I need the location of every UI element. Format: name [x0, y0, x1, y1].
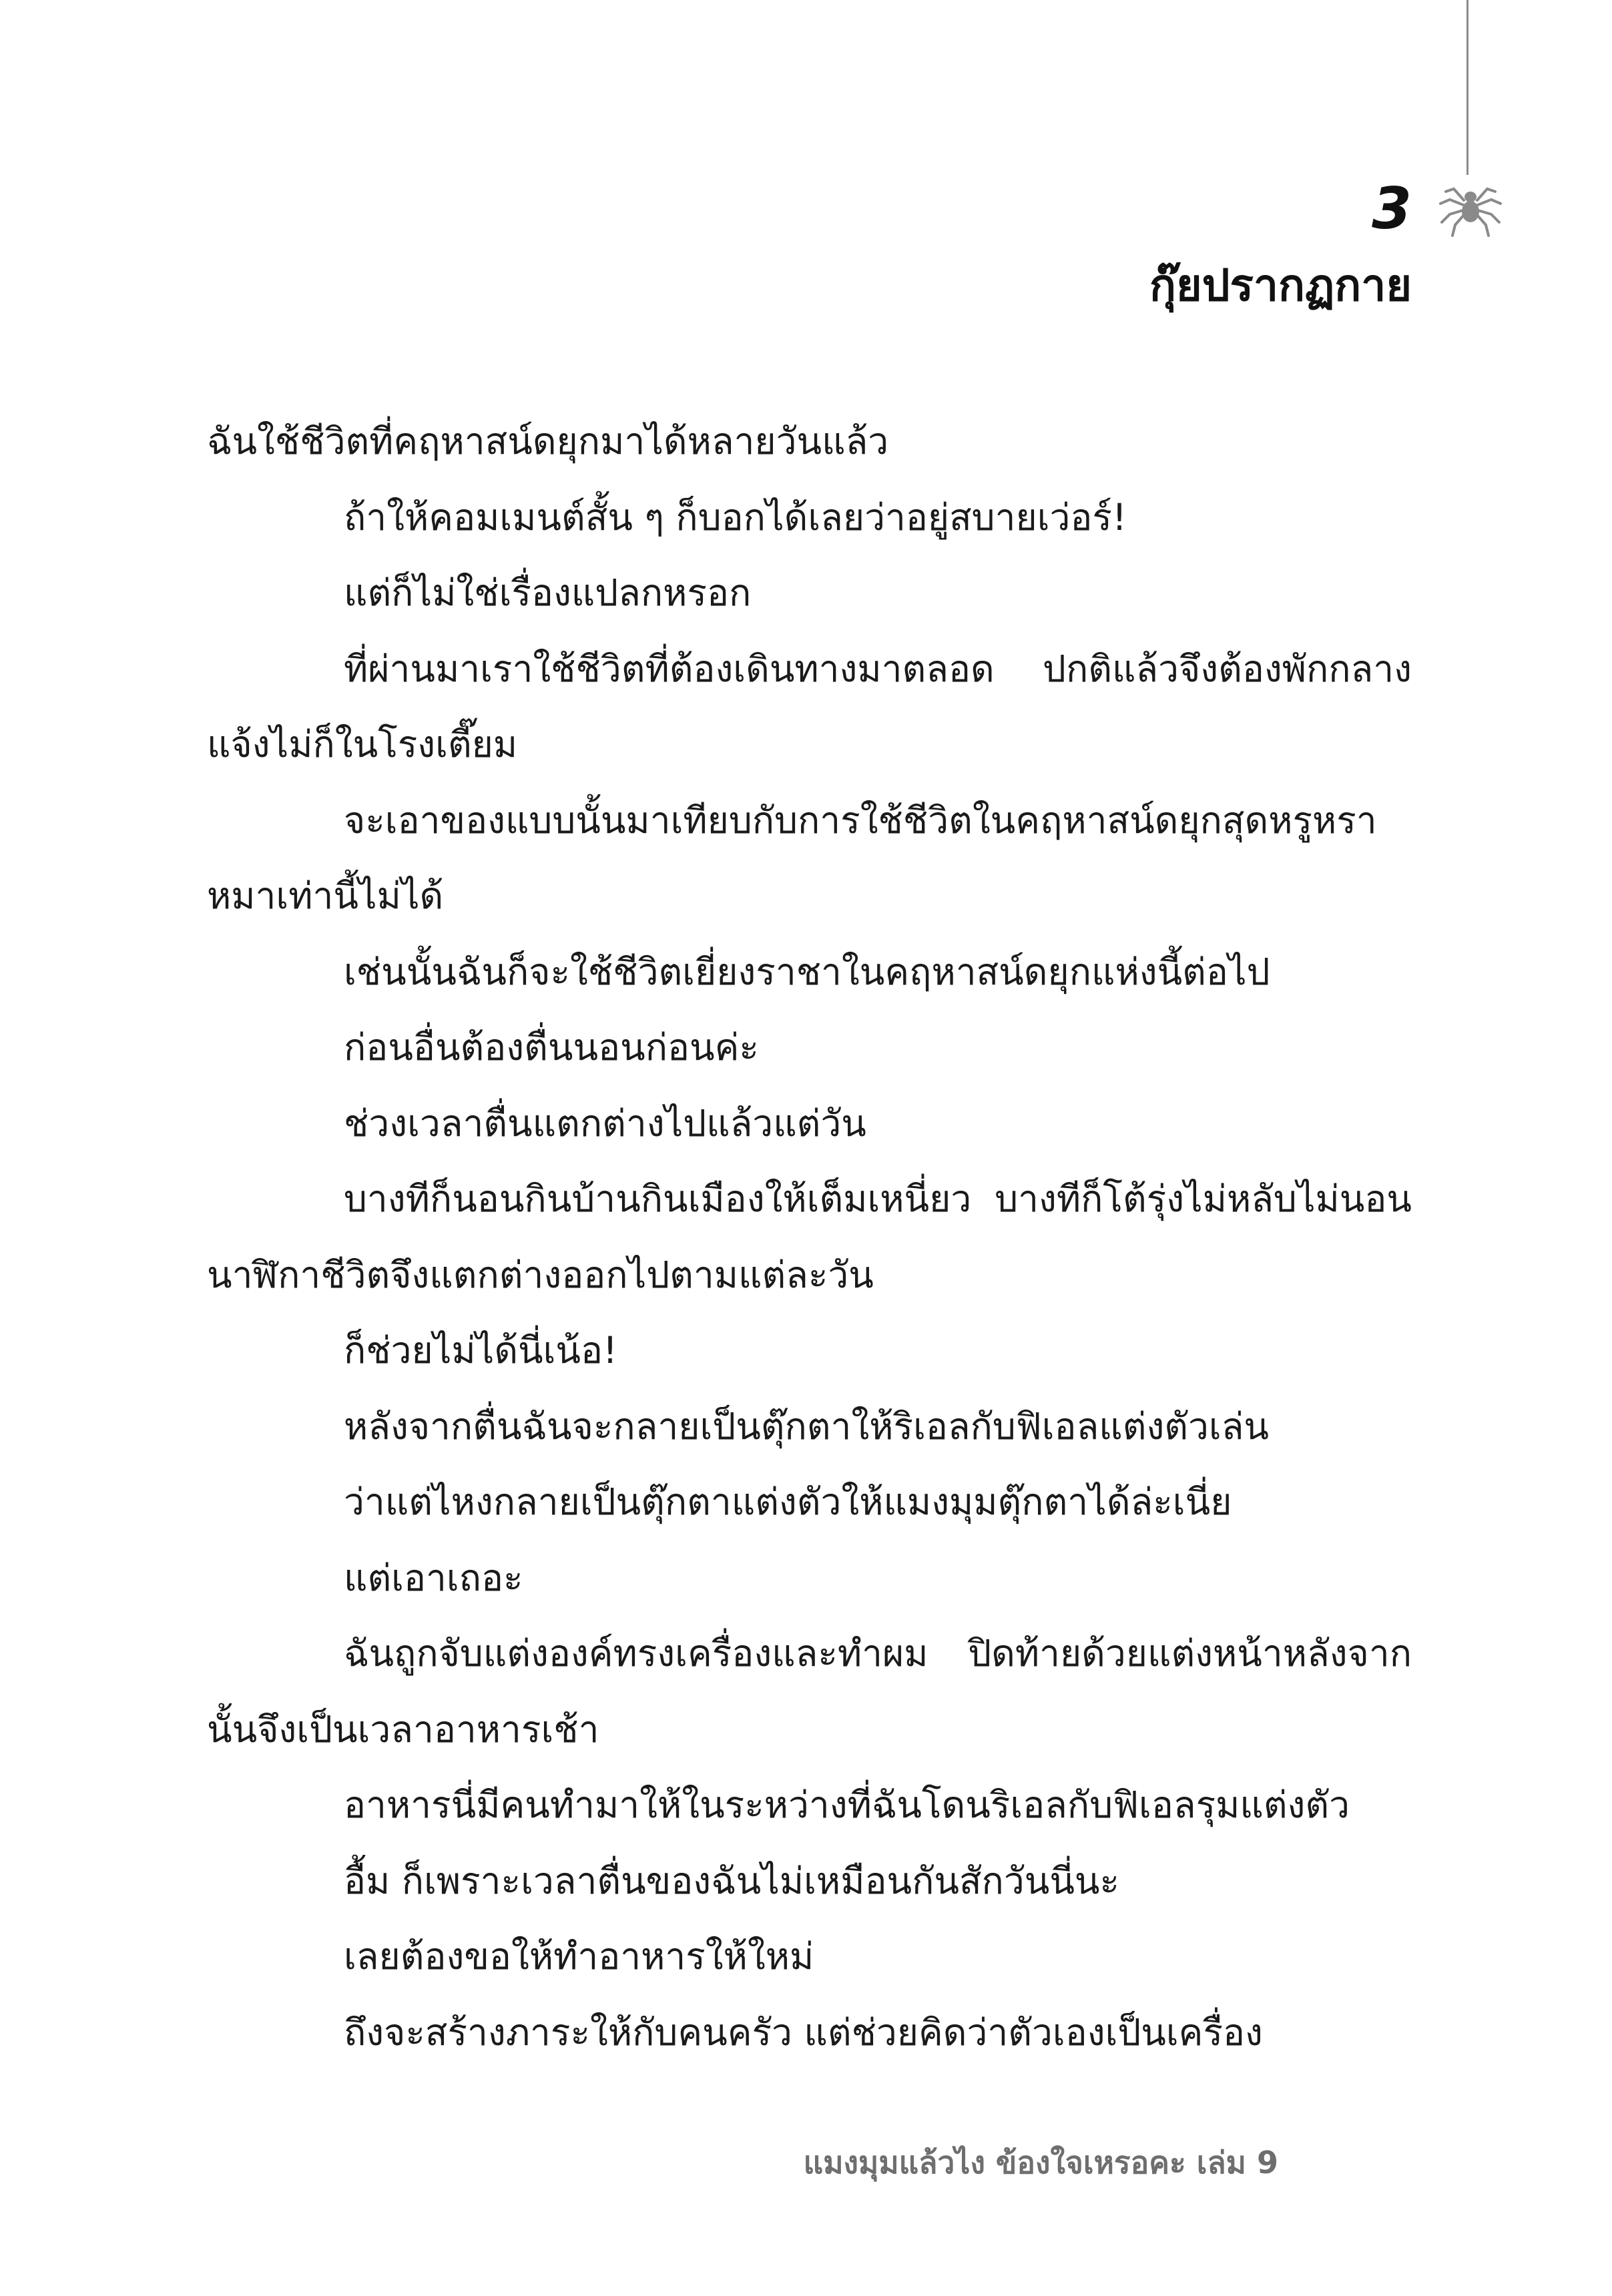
paragraph: ที่ผ่านมาเราใช้ชีวิตที่ต้องเดินทางมาตลอด ปกติแล้วจึงต้องพักกลางแจ้งไม่ก็ในโรงเตี๊ยม — [207, 647, 1412, 766]
paragraph: อาหารนี่มีคนทำมาให้ในระหว่างที่ฉันโดนริเอลกับฟิเอลรุมแต่งตัว — [344, 1783, 1350, 1826]
chapter-number: 3 — [1372, 176, 1412, 242]
spider-icon — [1434, 170, 1507, 244]
paragraph: แต่ก็ไม่ใช่เรื่องแปลกหรอก — [344, 571, 752, 614]
paragraph: ว่าแต่ไหงกลายเป็นตุ๊กตาแต่งตัวให้แมงมุมตุ๊กตาได้ล่ะเนี่ย — [344, 1480, 1232, 1523]
paragraph: อื้ม ก็เพราะเวลาตื่นของฉันไม่เหมือนกันสักวันนี่นะ — [344, 1859, 1120, 1902]
paragraph: จะเอาของแบบนั้นมาเทียบกับการใช้ชีวิตในคฤหาสน์ดยุกสุดหรูหราหมาเท่านี้ไม่ได้ — [207, 798, 1377, 917]
paragraph: ฉันถูกจับแต่งองค์ทรงเครื่องและทำผม ปิดท้ายด้วยแต่งหน้าหลังจากนั้นจึงเป็นเวลาอาหารเช้า — [207, 1632, 1412, 1751]
paragraph: ถึงจะสร้างภาระให้กับคนครัว แต่ช่วยคิดว่าตัวเองเป็นเครื่อง — [344, 2010, 1263, 2054]
paragraph: เลยต้องขอให้ทำอาหารให้ใหม่ — [344, 1935, 814, 1978]
running-footer: แมงมุมแล้วไง ข้องใจเหรอคะ เล่ม 9 — [803, 2144, 1278, 2181]
spider-thread — [1466, 0, 1468, 175]
paragraph: ก็ช่วยไม่ได้นี่เน้อ! — [344, 1329, 618, 1372]
paragraph: ฉันใช้ชีวิตที่คฤหาสน์ดยุกมาได้หลายวันแล้ว — [207, 420, 889, 463]
paragraph: ถ้าให้คอมเมนต์สั้น ๆ ก็บอกได้เลยว่าอยู่สบายเว่อร์! — [344, 495, 1127, 539]
chapter-title: กุ๊ยปรากฏกาย — [1149, 260, 1412, 311]
paragraph: แต่เอาเถอะ — [344, 1556, 523, 1599]
paragraph: ก่อนอื่นต้องตื่นนอนก่อนค่ะ — [344, 1026, 759, 1069]
paragraph: เช่นนั้นฉันก็จะใช้ชีวิตเยี่ยงราชาในคฤหาสน์ดยุกแห่งนี้ต่อไป — [344, 950, 1270, 993]
chapter-body — [207, 404, 1412, 2070]
paragraph: หลังจากตื่นฉันจะกลายเป็นตุ๊กตาให้ริเอลกับฟิเอลแต่งตัวเล่น — [344, 1404, 1270, 1448]
paragraph: ช่วงเวลาตื่นแตกต่างไปแล้วแต่วัน — [344, 1101, 866, 1145]
paragraph: บางทีก็นอนกินบ้านกินเมืองให้เต็มเหนี่ยว บางทีก็โต้รุ่งไม่หลับไม่นอน นาฬิกาชีวิตจึงแตกต่างออกไปตามแต่ละวัน — [207, 1177, 1412, 1296]
